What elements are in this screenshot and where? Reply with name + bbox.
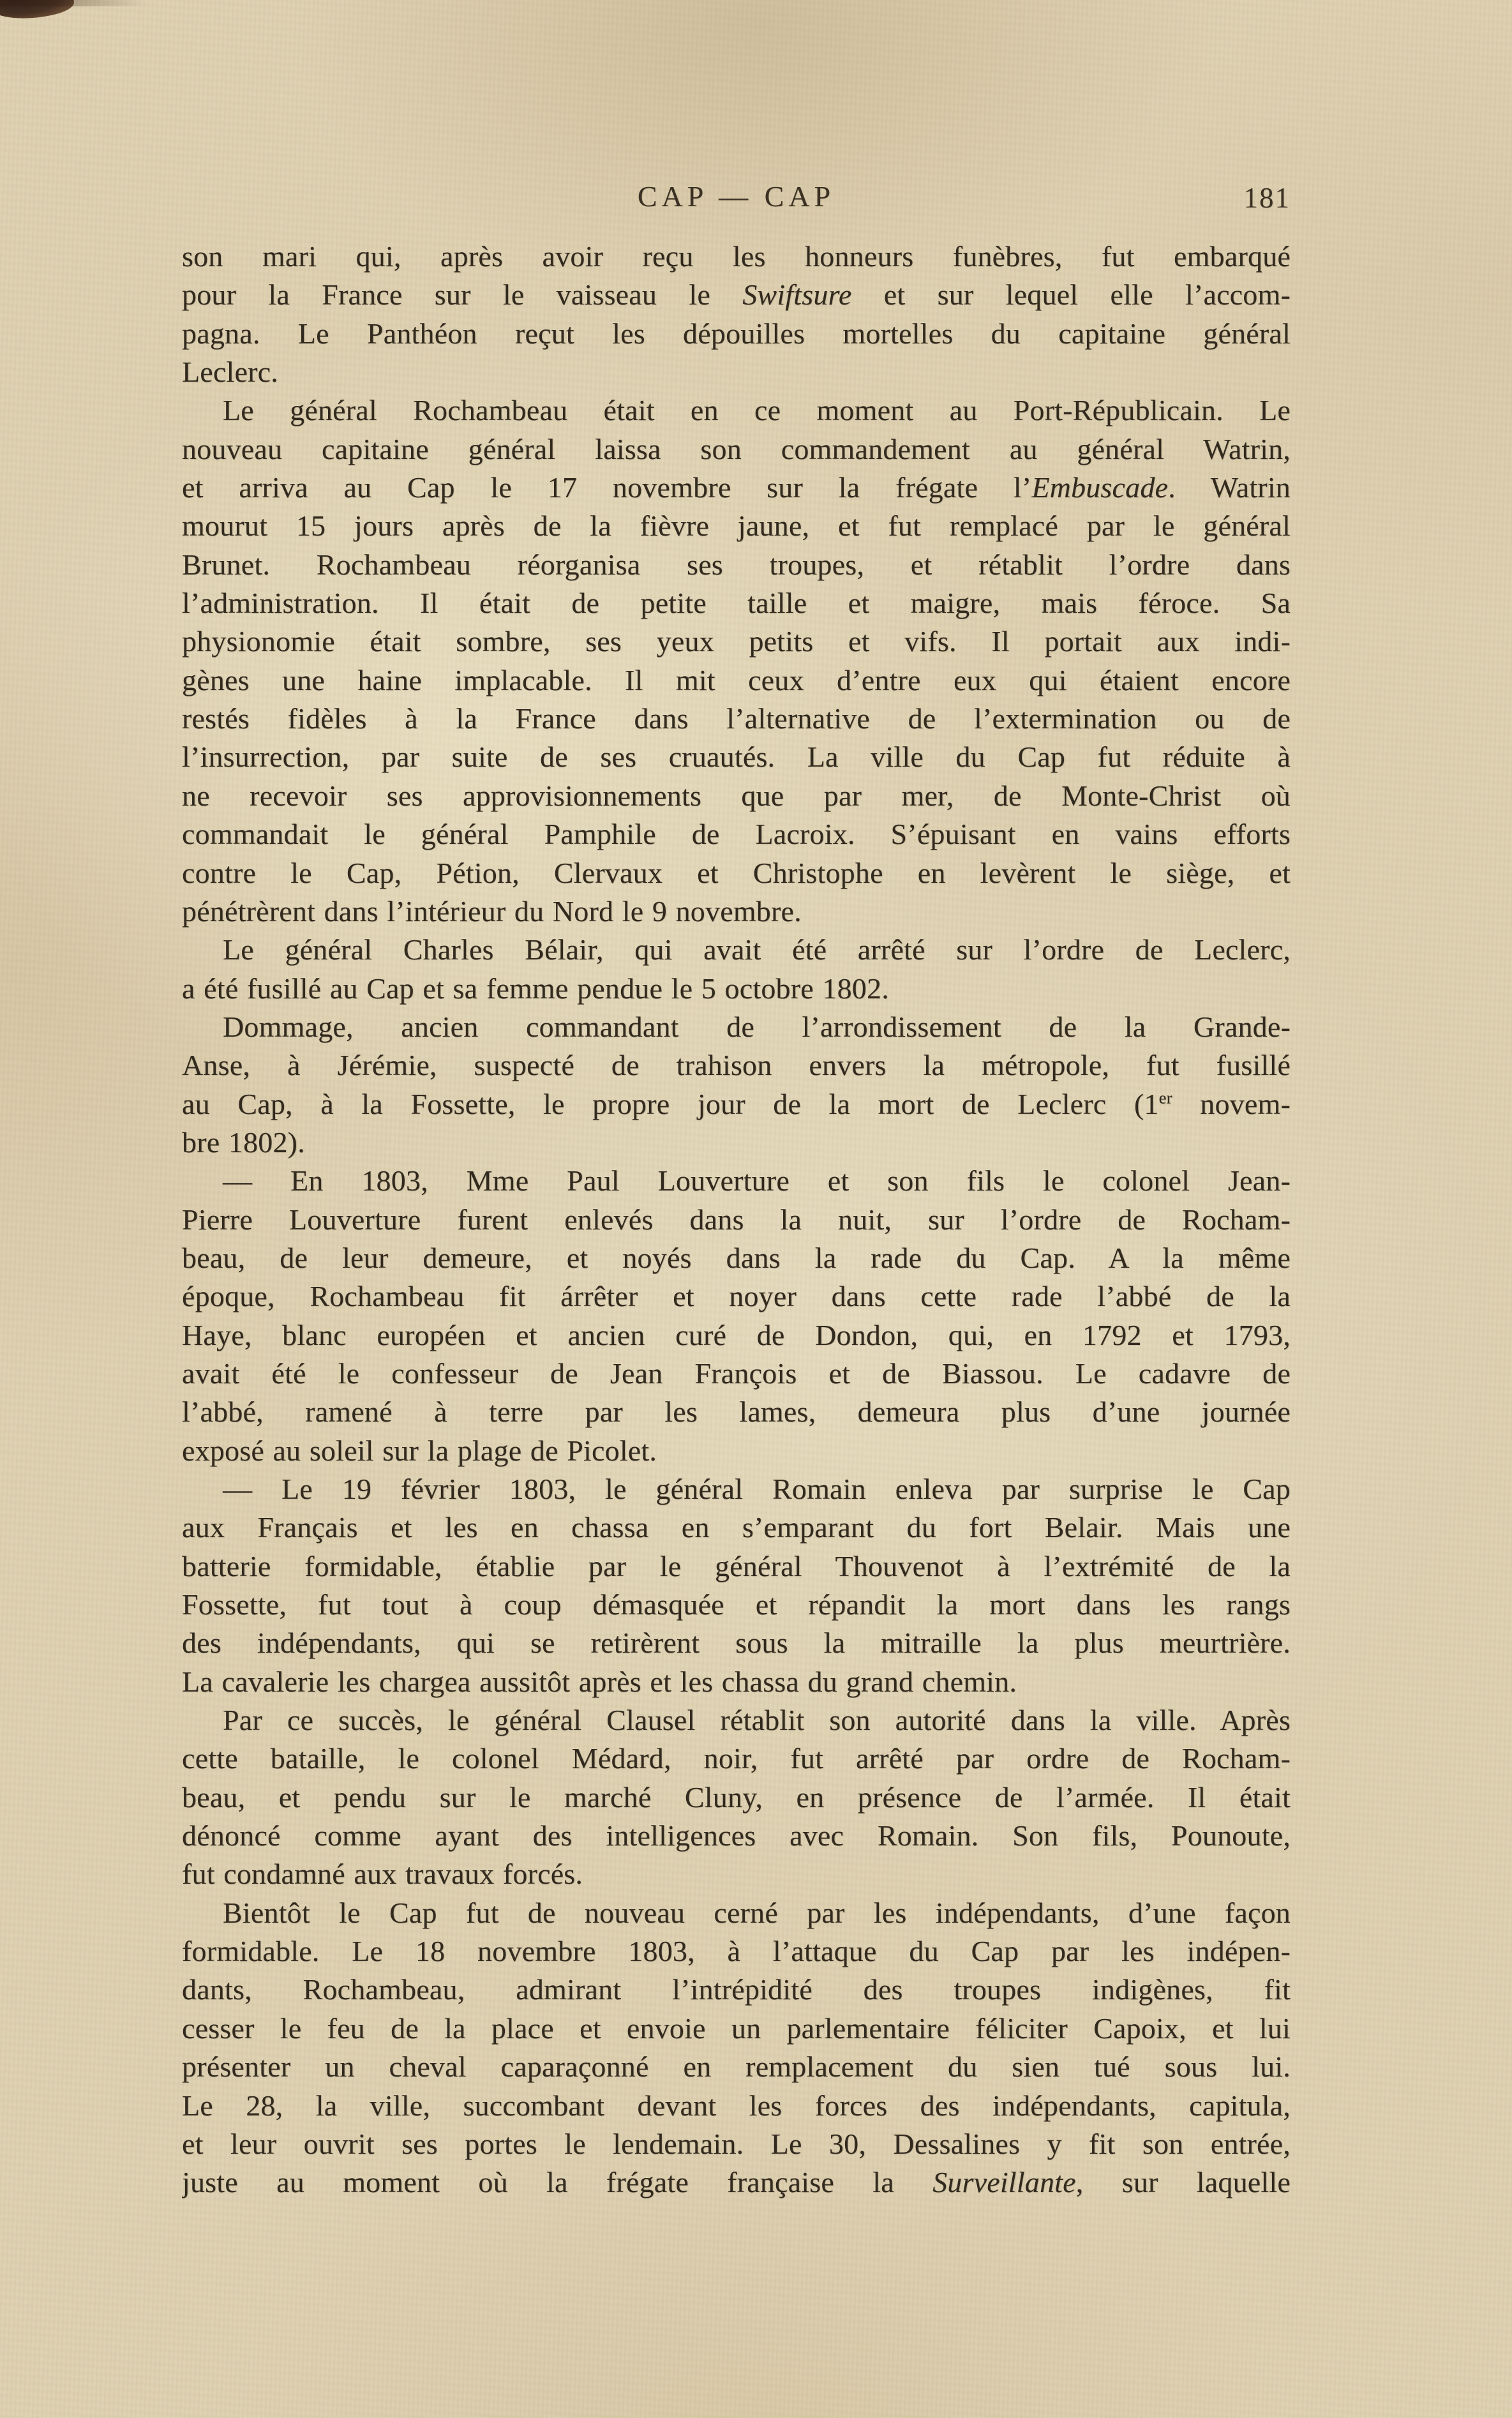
paragraph — [182, 391, 1291, 931]
text-line: Leclerc. — [182, 356, 278, 389]
text-line: La cavalerie les chargea aussitôt après et les chassa du grand chemin. — [182, 1665, 1017, 1698]
paragraph — [182, 1162, 1291, 1470]
text-line: juste au moment où la frégate française la Surveillante, sur laquelle — [182, 2166, 1291, 2199]
text-line: exposé au soleil sur la plage de Picolet. — [182, 1434, 657, 1467]
italic-text: Embuscade — [1031, 471, 1169, 504]
text-line: commandait le général Pamphile de Lacroix. S’épuisant en vains efforts — [182, 818, 1291, 851]
top-edge-shadow — [0, 0, 147, 6]
text-line: au Cap, à la Fossette, le propre jour de la mort de Leclerc (1er novem- — [182, 1087, 1291, 1120]
text-line: beau, et pendu sur le marché Cluny, en présence de l’armée. Il était — [182, 1780, 1291, 1814]
paragraph — [182, 237, 1291, 391]
page-header — [182, 180, 1291, 216]
italic-text: Surveillante — [932, 2166, 1076, 2199]
text-line: — Le 19 février 1803, le général Romain enleva par surprise le Cap — [223, 1473, 1291, 1505]
text-line: cette bataille, le colonel Médard, noir, fut arrêté par ordre de Rocham- — [182, 1742, 1291, 1775]
text-line: l’administration. Il était de petite taille et maigre, mais féroce. Sa — [182, 587, 1291, 620]
superscript-text: er — [1158, 1088, 1172, 1108]
paragraph — [182, 1894, 1291, 2202]
text-line: Haye, blanc européen et ancien curé de Dondon, qui, en 1792 et 1793, — [182, 1318, 1291, 1351]
text-line: pour la France sur le vaisseau le Swiftsure et sur lequel elle l’accom- — [182, 278, 1291, 312]
text-line: beau, de leur demeure, et noyés dans la rade du Cap. A la même — [182, 1241, 1291, 1274]
paragraph — [182, 1470, 1291, 1701]
text-line: nouveau capitaine général laissa son commandement au général Watrin, — [182, 432, 1291, 465]
text-line: Le général Rochambeau était en ce moment au Port-Républicain. Le — [223, 394, 1291, 427]
text-line: Dommage, ancien commandant de l’arrondissement de la Grande- — [223, 1010, 1291, 1043]
text-line: présenter un cheval caparaçonné en remplacement du sien tué sous lui. — [182, 2050, 1291, 2084]
text-line: et leur ouvrit ses portes le lendemain. Le 30, Dessalines y fit son entrée, — [182, 2127, 1291, 2160]
text-line: Brunet. Rochambeau réorganisa ses troupes, et rétablit l’ordre dans — [182, 548, 1291, 581]
text-line: mourut 15 jours après de la fièvre jaune, et fut remplacé par le général — [182, 509, 1291, 543]
text-line: formidable. Le 18 novembre 1803, à l’attaque du Cap par les indépen- — [182, 1935, 1291, 1968]
text-line: physionomie était sombre, ses yeux petits et vifs. Il portait aux indi- — [182, 625, 1291, 658]
text-line: des indépendants, qui se retirèrent sous la mitraille la plus meurtrière. — [182, 1626, 1291, 1660]
text-line: aux Français et les en chassa en s’emparant du fort Belair. Mais une — [182, 1511, 1291, 1544]
text-line: cesser le feu de la place et envoie un parlementaire féliciter Capoix, et lui — [182, 2011, 1291, 2045]
text-line: époque, Rochambeau fit árrêter et noyer dans cette rade l’abbé de la — [182, 1280, 1291, 1313]
page-number: 181 — [1243, 182, 1291, 214]
text-line: Le 28, la ville, succombant devant les forces des indépendants, capitula, — [182, 2089, 1291, 2122]
text-column — [182, 237, 1291, 2202]
text-line: contre le Cap, Pétion, Clervaux et Christophe en levèrent le siège, et — [182, 856, 1291, 889]
paragraph — [182, 931, 1291, 1008]
text-line: Pierre Louverture furent enlevés dans la nuit, sur l’ordre de Rocham- — [182, 1203, 1291, 1236]
running-title: CAP — CAP — [637, 180, 835, 213]
text-line: avait été le confesseur de Jean François et de Biassou. Le cadavre de — [182, 1356, 1291, 1390]
text-line: Fossette, fut tout à coup démasquée et répandit la mort dans les rangs — [182, 1588, 1291, 1621]
text-line: fut condamné aux travaux forcés. — [182, 1858, 583, 1891]
paragraph — [182, 1701, 1291, 1894]
text-line: pénétrèrent dans l’intérieur du Nord le 9 novembre. — [182, 894, 802, 927]
italic-text: Swiftsure — [742, 278, 852, 312]
text-line: Par ce succès, le général Clausel rétablit son autorité dans la ville. Après — [223, 1704, 1291, 1737]
text-line: Le général Charles Bélair, qui avait été arrêté sur l’ordre de Leclerc, — [223, 933, 1291, 966]
text-line: l’abbé, ramené à terre par les lames, demeura plus d’une journée — [182, 1395, 1291, 1429]
text-line: — En 1803, Mme Paul Louverture et son fils le colonel Jean- — [223, 1164, 1291, 1198]
text-line: a été fusillé au Cap et sa femme pendue le 5 octobre 1802. — [182, 972, 889, 1005]
text-line: bre 1802). — [182, 1125, 305, 1159]
text-line: gènes une haine implacable. Il mit ceux d’entre eux qui étaient encore — [182, 663, 1291, 696]
text-line: pagna. Le Panthéon reçut les dépouilles mortelles du capitaine général — [182, 317, 1291, 350]
paragraph — [182, 1008, 1291, 1162]
text-line: batterie formidable, établie par le général Thouvenot à l’extrémité de la — [182, 1549, 1291, 1582]
text-line: restés fidèles à la France dans l’alternative de l’extermination ou de — [182, 702, 1291, 735]
text-line: et arriva au Cap le 17 novembre sur la frégate l’Embuscade. Watrin — [182, 471, 1291, 504]
text-line: dénoncé comme ayant des intelligences avec Romain. Son fils, Pounoute, — [182, 1819, 1291, 1852]
text-line: Anse, à Jérémie, suspecté de trahison envers la métropole, fut fusillé — [182, 1049, 1291, 1082]
text-line: l’insurrection, par suite de ses cruautés. La ville du Cap fut réduite à — [182, 740, 1291, 774]
text-line: son mari qui, après avoir reçu les honneurs funèbres, fut embarqué — [182, 240, 1291, 273]
text-line: dants, Rochambeau, admirant l’intrépidité des troupes indigènes, fit — [182, 1973, 1291, 2006]
text-line: Bientôt le Cap fut de nouveau cerné par les indépendants, d’une façon — [223, 1896, 1291, 1929]
text-line: ne recevoir ses approvisionnements que par mer, de Monte-Christ où — [182, 779, 1291, 812]
